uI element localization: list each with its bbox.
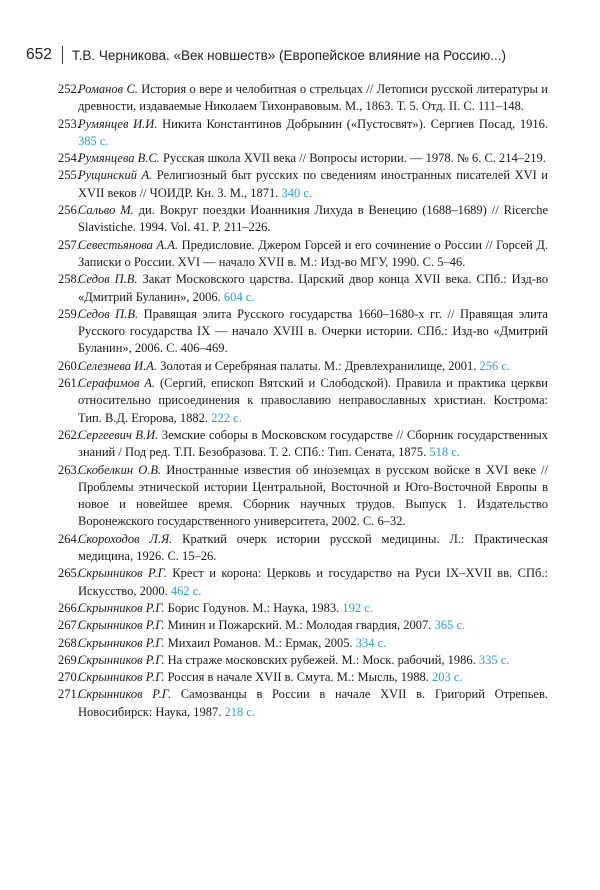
entry-number: 259.: [58, 306, 80, 321]
bibliography-entry: [58, 150, 548, 167]
bibliography-entry: [58, 686, 548, 721]
entry-text: История о вере и челобитная о стрельцах // Летописи русской литературы и древности, издаваемые Николаем Тихонравовым. М., 1863. Т. 5. Отд. II. С. 111–148.: [78, 82, 548, 114]
page-count-link[interactable]: 385 с.: [78, 133, 109, 148]
entry-author: Скрынников Р.Г.: [78, 652, 165, 667]
entry-number: 255.: [58, 168, 80, 183]
entry-author: Скрынников Р.Г.: [78, 670, 165, 685]
entry-number: 266.: [58, 600, 80, 615]
entry-text: Русская школа XVII века // Вопросы истории. — 1978. № 6. С. 214–219.: [159, 151, 546, 166]
bibliography-entry: [58, 669, 548, 686]
entry-author: Рущинский А.: [78, 168, 153, 183]
entry-number: 260.: [58, 358, 80, 373]
bibliography-entry: [58, 427, 548, 462]
entry-author: Серафимов А.: [78, 376, 156, 391]
page-count-link[interactable]: 604 с.: [223, 289, 255, 304]
entry-text: Михаил Романов. М.: Ермак, 2005.: [164, 635, 356, 650]
entry-text: Иностранные известия об иноземцах в русском войске в XVI веке // Проблемы этнической истории Центральной, Восточной и Юго-Восточной Европы в новое и новейшее время. Сборник научных трудов. Выпуск 1. Издательство Воронежского государственного университета, 2002. С. 6–32.: [78, 462, 548, 529]
entry-author: Романов С.: [78, 82, 138, 96]
running-header: [26, 42, 586, 68]
entry-number: 271.: [58, 687, 80, 702]
bibliography-entry: [58, 462, 548, 531]
entry-number: 252.: [58, 82, 80, 96]
entry-number: 262.: [58, 427, 80, 442]
bibliography-entry: [58, 358, 548, 375]
bibliography-entry: [58, 565, 548, 600]
page-count-link[interactable]: 222 с.: [211, 410, 242, 425]
page-count-link[interactable]: 335 с.: [478, 652, 510, 667]
page-number: 652: [26, 46, 52, 63]
page-count-link[interactable]: 518 с.: [429, 445, 460, 460]
entry-text: На страже московских рубежей. М.: Моск. рабочий, 1986.: [164, 652, 479, 667]
bibliography-entry: [58, 271, 548, 306]
page-count-link[interactable]: 203 с.: [432, 670, 463, 685]
bibliography-entry: [58, 202, 548, 237]
entry-number: 254.: [58, 151, 80, 166]
entry-text: Краткий очерк истории русской медицины. Л.: Практическая медицина, 1926. С. 15–26.: [78, 531, 548, 564]
bibliography-entry: [58, 237, 548, 272]
entry-author: Скрынников Р.Г.: [78, 687, 172, 702]
entry-number: 267.: [58, 618, 80, 633]
entry-author: Скрынников Р.Г.: [78, 600, 165, 615]
bibliography-entry: [58, 531, 548, 566]
entry-number: 263.: [58, 462, 80, 477]
entry-number: 270.: [58, 670, 80, 685]
entry-number: 261.: [58, 376, 80, 391]
entry-author: Севестьянова А.А.: [78, 237, 179, 252]
entry-author: Скороходов Л.Я.: [78, 531, 173, 546]
bibliography-entry: [58, 375, 548, 427]
entry-author: Скрынников Р.Г.: [78, 635, 165, 650]
entry-text: Закат Московского царства. Царский двор конца XVII века. СПб.: Изд-во «Дмитрий Буланин», 2006.: [78, 272, 548, 304]
entry-text: Минин и Пожарский. М.: Молодая гвардия, 2007.: [164, 618, 435, 633]
entry-text: Земские соборы в Московском государстве // Сборник государственных знаний / Под ред. Т.П. Безобразова. Т. 2. СПб.: Тип. Сената, 1875.: [78, 427, 548, 460]
page-count-link[interactable]: 462 с.: [170, 583, 202, 598]
entry-text: (Сергий, епископ Вятский и Слободской). Правила и практика церкви относительно присоединения к православию неправославных христиан. Кострома: Тип. В.Д. Егорова, 1882.: [78, 376, 548, 425]
page-count-link[interactable]: 218 с.: [224, 704, 256, 719]
entry-text: Борис Годунов. М.: Наука, 1983.: [164, 600, 343, 615]
entry-author: Румянцев И.И.: [78, 116, 158, 131]
running-title: Т.В. Черникова. «Век новшеств» (Европейское влияние на Россию...): [71, 47, 507, 63]
entry-author: Сальво М.: [78, 203, 134, 218]
entry-text: ди. Вокруг поездки Иоанникия Лихуда в Венецию (1688–1689) // Ricerche Slavistiche. 1994. Vol. 41. P. 211–226.: [78, 203, 548, 235]
entry-number: 253.: [58, 116, 80, 131]
page-count-link[interactable]: 334 с.: [355, 635, 387, 650]
page-count-link[interactable]: 256 с.: [479, 358, 511, 373]
page-count-link[interactable]: 192 с.: [342, 600, 373, 615]
entry-text: Религиозный быт русских по сведениям иностранных писателей XVI и XVII веков // ЧОИДР. Кн. 3. М., 1871.: [78, 168, 548, 200]
bibliography-list: [58, 81, 548, 721]
entry-number: 258.: [58, 272, 80, 287]
entry-text: Правящая элита Русского государства 1660–1680-х гг. // Правящая элита Русского государства IX — начало XVIII в. Очерки истории. СПб.: Изд-во «Дмитрий Буланин», 2006. С. 406–469.: [78, 306, 548, 356]
page-count-link[interactable]: 340 с.: [281, 185, 313, 200]
entry-author: Скрынников Р.Г.: [78, 566, 167, 581]
entry-text: Никита Константинов Добрынин («Пустосвят»). Сергиев Посад, 1916.: [157, 116, 548, 131]
entry-author: Скрынников Р.Г.: [78, 618, 165, 633]
bibliography-entry: [58, 116, 548, 151]
entry-text: Россия в начале XVII в. Смута. М.: Мысль, 1988.: [164, 670, 433, 685]
header-divider: [62, 46, 63, 64]
entry-text: Золотая и Серебряная палаты. М.: Древлехранилище, 2001.: [157, 358, 480, 373]
entry-number: 269.: [58, 652, 80, 667]
entry-author: Седов П.В.: [78, 306, 139, 321]
entry-number: 268.: [58, 635, 80, 650]
entry-author: Сергеевич В.И.: [78, 427, 159, 442]
entry-author: Седов П.В.: [78, 272, 138, 287]
entry-author: Скобелкин О.В.: [78, 462, 162, 477]
entry-text: Самозванцы в России в начале XVII в. Григорий Отрепьев. Новосибирск: Наука, 1987.: [78, 687, 548, 719]
entry-text: Крест и корона: Церковь и государство на Руси IX–XVII вв. СПб.: Искусство, 2000.: [78, 566, 549, 598]
bibliography-entry: [58, 600, 548, 617]
bibliography-entry: [58, 635, 548, 652]
bibliography-entry: [58, 306, 548, 358]
entry-number: 256.: [58, 203, 80, 218]
entry-number: 257.: [58, 237, 80, 252]
entry-number: 265.: [58, 566, 80, 581]
entry-text: Предисловие. Джером Горсей и его сочинение о России // Горсей Д. Записки о России. XVI — начало XVII в. М.: Изд-во МГУ, 1990. С. 5–46.: [78, 237, 548, 269]
entry-author: Румянцева В.С.: [78, 151, 160, 166]
entry-number: 264.: [58, 531, 80, 546]
bibliography-entry: [58, 652, 548, 669]
bibliography-entry: [58, 81, 548, 116]
entry-author: Селезнева И.А.: [78, 358, 158, 373]
bibliography-entry: [58, 617, 548, 634]
page-count-link[interactable]: 365 с.: [434, 618, 466, 633]
bibliography-entry: [58, 167, 548, 202]
